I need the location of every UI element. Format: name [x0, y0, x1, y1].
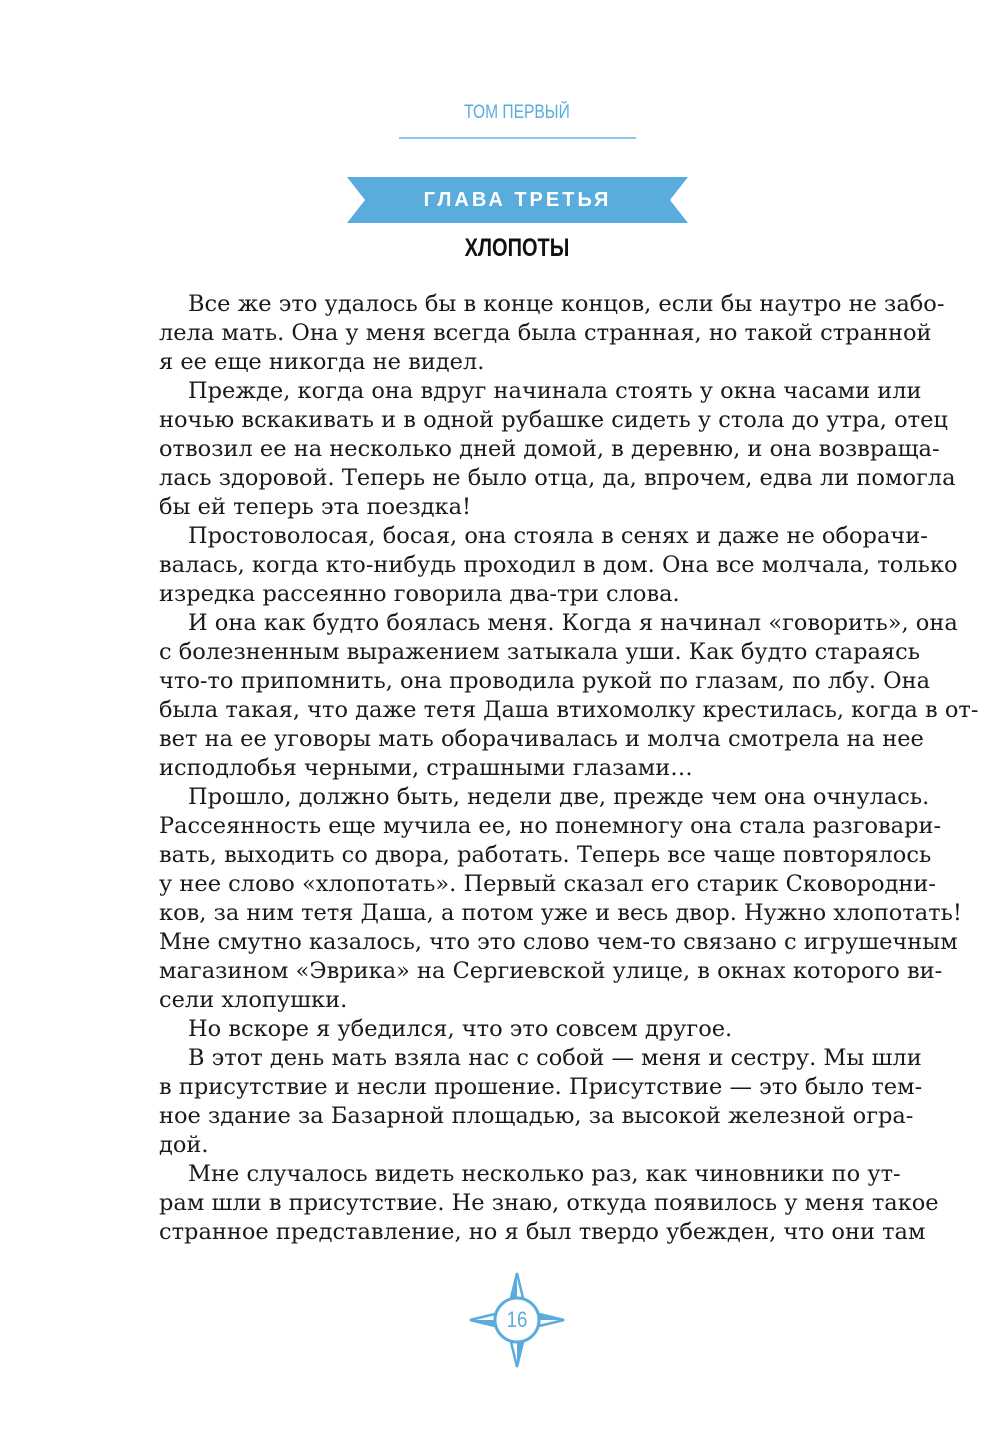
text-line: лась здоровой. Теперь не было отца, да, впрочем, едва ли помогла — [159, 465, 956, 491]
text-line: Рассеянность еще мучила ее, но понемногу она стала разговари- — [159, 813, 942, 839]
text-line: что-то припомнить, она проводила рукой по глазам, по лбу. Она — [159, 668, 931, 694]
text-line: я ее еще никогда не видел. — [159, 349, 485, 375]
paragraph — [159, 290, 945, 377]
text-line: вать, выходить со двора, работать. Теперь все чаще повторялось — [159, 842, 932, 868]
page-number: 16 — [506, 1307, 528, 1332]
chapter-label: ГЛАВА ТРЕТЬЯ — [423, 189, 612, 211]
text-line: с болезненным выражением затыкала уши. Как будто стараясь — [159, 639, 920, 665]
paragraph — [159, 377, 956, 522]
text-line: сели хлопушки. — [159, 987, 348, 1013]
paragraph — [159, 609, 979, 783]
text-line: у нее слово «хлопотать». Первый сказал его старик Сковородни- — [159, 871, 937, 897]
paragraph — [159, 1015, 877, 1044]
text-line: Все же это удалось бы в конце концов, если бы наутро не забо- — [188, 291, 945, 317]
text-line: в присутствие и несли прошение. Присутствие — это было тем- — [159, 1074, 923, 1100]
text-line: магазином «Эврика» на Сергиевской улице, в окнах которого ви- — [159, 958, 943, 984]
body-text — [159, 290, 979, 1247]
text-line: Мне случалось видеть несколько раз, как чиновники по ут- — [188, 1161, 901, 1187]
text-line: дой. — [159, 1132, 209, 1158]
text-line: ное здание за Базарной площадью, за высокой железной огра- — [159, 1103, 914, 1129]
text-line: бы ей теперь эта поездка! — [159, 494, 472, 520]
chapter-title: ХЛОПОТЫ — [464, 234, 570, 262]
paragraph — [159, 522, 958, 609]
text-line: валась, когда кто-нибудь проходил в дом. Она все молчала, только — [159, 552, 958, 578]
text-line: отвозил ее на несколько дней домой, в деревню, и она возвраща- — [159, 436, 940, 462]
text-line: исподлобья черными, страшными глазами… — [159, 755, 693, 781]
text-line: Прошло, должно быть, недели две, прежде чем она очнулась. — [188, 784, 930, 810]
text-line: вет на ее уговоры мать оборачивалась и молча смотрела на нее — [159, 726, 924, 752]
paragraph — [159, 1160, 939, 1247]
chapter-ribbon — [347, 177, 688, 223]
text-line: Мне смутно казалось, что это слово чем-то связано с игрушечным — [159, 929, 958, 955]
page-number-ornament — [467, 1270, 567, 1370]
text-line: Простоволосая, босая, она стояла в сенях и даже не оборачи- — [188, 523, 928, 549]
text-line: И она как будто боялась меня. Когда я начинал «говорить», она — [188, 610, 958, 636]
text-line: ков, за ним тетя Даша, а потом уже и весь двор. Нужно хлопотать! — [159, 900, 962, 926]
text-line: Прежде, когда она вдруг начинала стоять у окна часами или — [188, 378, 922, 404]
text-line: была такая, что даже тетя Даша втихомолку крестилась, когда в от- — [159, 697, 979, 723]
text-line: лела мать. Она у меня всегда была странная, но такой странной — [159, 320, 932, 346]
text-line: Но вскоре я убедился, что это совсем другое. — [188, 1016, 733, 1042]
paragraph — [159, 1044, 923, 1160]
text-line: В этот день мать взяла нас с собой — меня и сестру. Мы шли — [188, 1045, 922, 1071]
text-line: рам шли в присутствие. Не знаю, откуда появилось у меня такое — [159, 1190, 939, 1216]
text-line: странное представление, но я был твердо убежден, что они там — [159, 1219, 926, 1245]
text-line: ночью вскакивать и в одной рубашке сидеть у стола до утра, отец — [159, 407, 948, 433]
header-rule — [399, 137, 636, 139]
paragraph — [159, 783, 962, 1015]
text-line: изредка рассеянно говорила два-три слова. — [159, 581, 680, 607]
running-head: ТОМ ПЕРВЫЙ — [464, 102, 570, 123]
